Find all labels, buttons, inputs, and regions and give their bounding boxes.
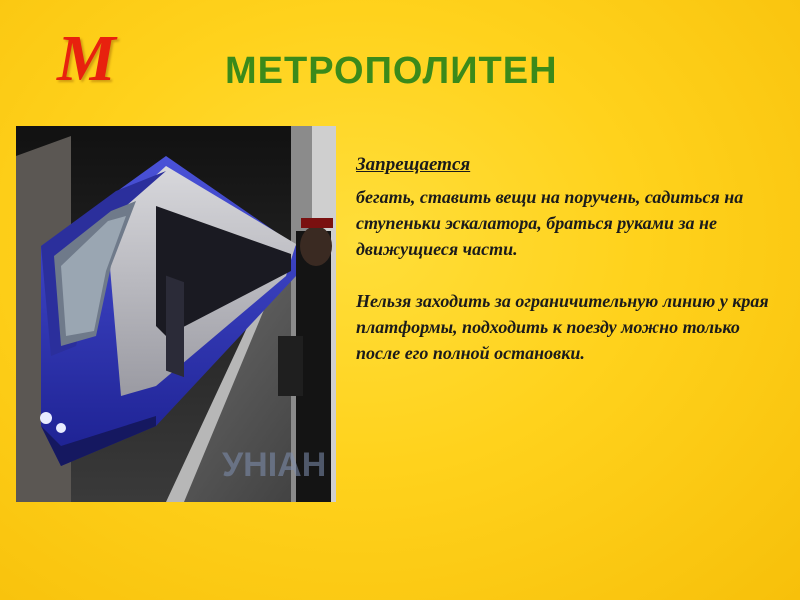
- rules-heading: Запрещается: [356, 154, 471, 175]
- slide-title: МЕТРОПОЛИТЕН: [225, 50, 558, 92]
- rules-text-block: [356, 152, 776, 366]
- photo-watermark: УНІАН: [222, 446, 327, 484]
- metro-train-photo: [16, 126, 336, 502]
- metro-logo-letter: М: [57, 22, 116, 95]
- platform-rule-text: Нельзя заходить за ограничительную линию у края платформы, подходить к поезду можно только после его полной остановки.: [356, 291, 769, 363]
- prohibited-actions-text: бегать, ставить вещи на поручень, садиться на ступеньки эскалатора, браться руками за не движущиеся части.: [356, 187, 744, 259]
